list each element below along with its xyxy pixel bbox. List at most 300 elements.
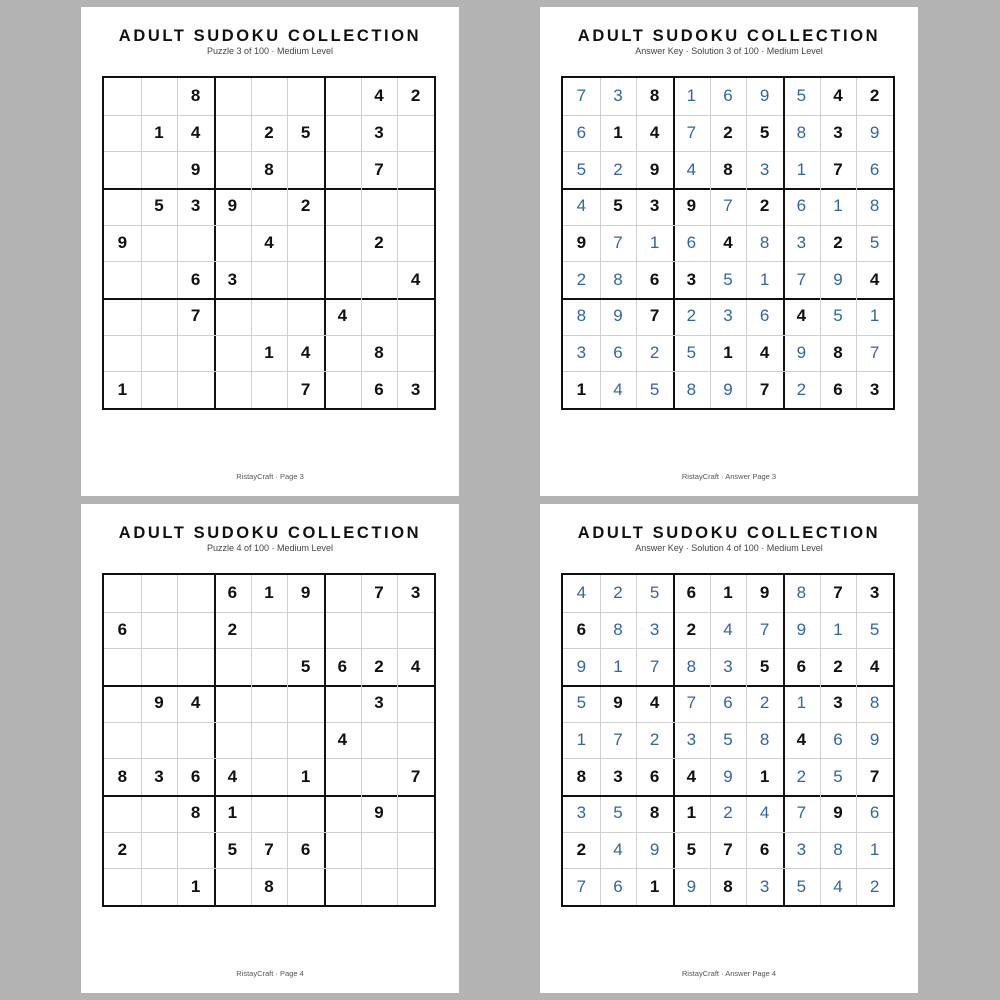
empty-cell bbox=[104, 575, 141, 612]
empty-cell bbox=[104, 188, 141, 225]
given-digit: 3 bbox=[410, 379, 421, 399]
solution-digit: 4 bbox=[833, 876, 843, 896]
given-digit: 7 bbox=[723, 839, 733, 859]
empty-cell bbox=[324, 685, 361, 722]
given-digit: 8 bbox=[374, 342, 384, 362]
empty-cell bbox=[214, 225, 251, 262]
solution-digit: 6 bbox=[576, 122, 587, 142]
empty-cell bbox=[104, 151, 141, 188]
solution-digit: 5 bbox=[796, 876, 807, 896]
empty-cell bbox=[214, 298, 251, 335]
given-digit: 4 bbox=[410, 269, 421, 289]
empty-cell bbox=[177, 371, 214, 408]
solution-digit: 1 bbox=[613, 656, 623, 676]
solution-digit: 5 bbox=[686, 342, 697, 362]
given-digit: 9 bbox=[300, 583, 311, 603]
solution-digit: 7 bbox=[613, 232, 623, 252]
solution-digit: 2 bbox=[649, 729, 660, 749]
given-digit: 3 bbox=[410, 583, 421, 603]
solution-digit: 2 bbox=[686, 306, 697, 326]
given-digit: 6 bbox=[686, 583, 697, 603]
solution-digit: 5 bbox=[796, 86, 807, 106]
empty-cell bbox=[104, 722, 141, 759]
given-digit: 3 bbox=[613, 766, 623, 786]
given-digit: 2 bbox=[833, 232, 843, 252]
answer-page-3 bbox=[540, 7, 918, 496]
given-digit: 2 bbox=[723, 122, 733, 142]
given-digit: 7 bbox=[410, 766, 421, 786]
empty-cell bbox=[177, 648, 214, 685]
given-digit: 5 bbox=[759, 656, 770, 676]
page-subtitle: Puzzle 3 of 100 · Medium Level bbox=[206, 46, 334, 56]
given-digit: 6 bbox=[300, 839, 311, 859]
given-digit: 4 bbox=[300, 342, 311, 362]
solution-digit: 7 bbox=[686, 122, 697, 142]
empty-cell bbox=[141, 151, 178, 188]
empty-cell bbox=[214, 685, 251, 722]
given-digit: 7 bbox=[374, 583, 384, 603]
given-digit: 2 bbox=[410, 86, 421, 106]
page-subtitle: Answer Key · Solution 3 of 100 · Medium Level bbox=[635, 46, 823, 56]
given-digit: 9 bbox=[759, 583, 770, 603]
solution-digit: 4 bbox=[576, 583, 587, 603]
solution-digit: 7 bbox=[576, 876, 587, 896]
solution-digit: 8 bbox=[576, 306, 587, 326]
empty-cell bbox=[287, 612, 324, 649]
solution-digit: 8 bbox=[833, 839, 843, 859]
given-digit: 4 bbox=[649, 122, 660, 142]
given-digit: 6 bbox=[337, 656, 348, 676]
solution-digit: 1 bbox=[759, 269, 770, 289]
solution-digit: 1 bbox=[649, 232, 660, 252]
given-digit: 8 bbox=[264, 876, 274, 896]
solution-digit: 5 bbox=[613, 803, 623, 823]
empty-cell bbox=[361, 188, 398, 225]
page-footer: RistayCraft · Page 4 bbox=[236, 969, 304, 978]
empty-cell bbox=[324, 832, 361, 869]
solution-digit: 6 bbox=[796, 196, 807, 216]
given-digit: 4 bbox=[190, 122, 201, 142]
given-digit: 9 bbox=[613, 693, 623, 713]
empty-cell bbox=[287, 151, 324, 188]
empty-cell bbox=[287, 298, 324, 335]
page-subtitle: Puzzle 4 of 100 · Medium Level bbox=[206, 543, 334, 553]
solution-digit: 3 bbox=[649, 619, 660, 639]
given-digit: 6 bbox=[190, 766, 201, 786]
solution-digit: 3 bbox=[759, 876, 770, 896]
empty-cell bbox=[324, 868, 361, 905]
solution-digit: 2 bbox=[613, 159, 623, 179]
empty-cell bbox=[324, 188, 361, 225]
solution-digit: 6 bbox=[723, 693, 733, 713]
empty-cell bbox=[324, 78, 361, 115]
given-digit: 5 bbox=[154, 196, 164, 216]
given-digit: 2 bbox=[300, 196, 311, 216]
solution-digit: 1 bbox=[576, 729, 587, 749]
solution-digit: 8 bbox=[686, 656, 697, 676]
solution-digit: 5 bbox=[576, 159, 587, 179]
given-digit: 5 bbox=[227, 839, 238, 859]
given-digit: 1 bbox=[190, 876, 201, 896]
solution-digit: 3 bbox=[576, 342, 587, 362]
given-digit: 3 bbox=[190, 196, 201, 216]
empty-cell bbox=[361, 261, 398, 298]
solution-digit: 9 bbox=[686, 876, 697, 896]
given-digit: 8 bbox=[723, 159, 733, 179]
empty-cell bbox=[141, 298, 178, 335]
page-title: ADULT SUDOKU COLLECTION bbox=[577, 27, 881, 45]
solution-digit: 9 bbox=[576, 656, 587, 676]
empty-cell bbox=[361, 612, 398, 649]
solution-digit: 5 bbox=[833, 306, 843, 326]
empty-cell bbox=[177, 832, 214, 869]
solution-digit: 6 bbox=[613, 342, 623, 362]
given-digit: 4 bbox=[723, 232, 733, 252]
given-digit: 1 bbox=[300, 766, 311, 786]
empty-cell bbox=[141, 371, 178, 408]
solution-digit: 8 bbox=[759, 729, 770, 749]
given-digit: 1 bbox=[686, 803, 697, 823]
solution-digit: 7 bbox=[759, 619, 770, 639]
given-digit: 9 bbox=[649, 159, 660, 179]
empty-cell bbox=[324, 115, 361, 152]
given-digit: 3 bbox=[686, 269, 697, 289]
sudoku-grid bbox=[561, 76, 895, 410]
solution-digit: 3 bbox=[759, 159, 770, 179]
puzzle-page-4 bbox=[81, 504, 459, 993]
given-digit: 8 bbox=[264, 159, 274, 179]
solution-digit: 9 bbox=[796, 342, 807, 362]
given-digit: 4 bbox=[869, 269, 880, 289]
empty-cell bbox=[324, 795, 361, 832]
solution-digit: 6 bbox=[759, 306, 770, 326]
given-digit: 2 bbox=[686, 619, 697, 639]
given-digit: 4 bbox=[190, 693, 201, 713]
solution-digit: 9 bbox=[723, 766, 733, 786]
empty-cell bbox=[104, 685, 141, 722]
given-digit: 2 bbox=[869, 86, 880, 106]
given-digit: 1 bbox=[264, 583, 274, 603]
given-digit: 1 bbox=[649, 876, 660, 896]
given-digit: 6 bbox=[190, 269, 201, 289]
given-digit: 2 bbox=[374, 232, 384, 252]
solution-digit: 4 bbox=[576, 196, 587, 216]
empty-cell bbox=[104, 795, 141, 832]
given-digit: 3 bbox=[154, 766, 164, 786]
given-digit: 9 bbox=[117, 232, 128, 252]
empty-cell bbox=[104, 335, 141, 372]
solution-digit: 7 bbox=[613, 729, 623, 749]
solution-digit: 5 bbox=[869, 232, 880, 252]
empty-cell bbox=[104, 78, 141, 115]
empty-cell bbox=[361, 868, 398, 905]
given-digit: 9 bbox=[686, 196, 697, 216]
given-digit: 7 bbox=[264, 839, 274, 859]
given-digit: 9 bbox=[227, 196, 238, 216]
empty-cell bbox=[251, 298, 288, 335]
empty-cell bbox=[397, 685, 434, 722]
solution-digit: 2 bbox=[759, 693, 770, 713]
answer-page-4 bbox=[540, 504, 918, 993]
given-digit: 6 bbox=[576, 619, 587, 639]
solution-digit: 5 bbox=[649, 583, 660, 603]
empty-cell bbox=[177, 575, 214, 612]
solution-digit: 9 bbox=[723, 379, 733, 399]
solution-digit: 7 bbox=[686, 693, 697, 713]
empty-cell bbox=[287, 78, 324, 115]
given-digit: 1 bbox=[613, 122, 623, 142]
solution-digit: 1 bbox=[796, 159, 807, 179]
solution-digit: 7 bbox=[869, 342, 880, 362]
solution-digit: 4 bbox=[613, 379, 623, 399]
given-digit: 4 bbox=[686, 766, 697, 786]
given-digit: 3 bbox=[649, 196, 660, 216]
empty-cell bbox=[251, 795, 288, 832]
given-digit: 1 bbox=[759, 766, 770, 786]
given-digit: 1 bbox=[723, 583, 733, 603]
given-digit: 6 bbox=[833, 379, 843, 399]
given-digit: 1 bbox=[154, 122, 164, 142]
sudoku-grid bbox=[102, 76, 436, 410]
solution-digit: 1 bbox=[869, 839, 880, 859]
given-digit: 4 bbox=[649, 693, 660, 713]
solution-digit: 4 bbox=[723, 619, 733, 639]
given-digit: 6 bbox=[227, 583, 238, 603]
solution-digit: 6 bbox=[869, 803, 880, 823]
given-digit: 3 bbox=[227, 269, 238, 289]
empty-cell bbox=[287, 722, 324, 759]
empty-cell bbox=[361, 832, 398, 869]
empty-cell bbox=[397, 188, 434, 225]
solution-digit: 8 bbox=[869, 693, 880, 713]
empty-cell bbox=[141, 261, 178, 298]
empty-cell bbox=[287, 225, 324, 262]
given-digit: 4 bbox=[227, 766, 238, 786]
empty-cell bbox=[104, 261, 141, 298]
given-digit: 2 bbox=[576, 839, 587, 859]
solution-digit: 6 bbox=[723, 86, 733, 106]
empty-cell bbox=[324, 151, 361, 188]
empty-cell bbox=[214, 371, 251, 408]
empty-cell bbox=[324, 371, 361, 408]
given-digit: 8 bbox=[723, 876, 733, 896]
given-digit: 4 bbox=[759, 342, 770, 362]
empty-cell bbox=[251, 188, 288, 225]
solution-digit: 3 bbox=[686, 729, 697, 749]
empty-cell bbox=[104, 648, 141, 685]
given-digit: 5 bbox=[759, 122, 770, 142]
given-digit: 4 bbox=[337, 306, 348, 326]
given-digit: 9 bbox=[833, 803, 843, 823]
given-digit: 5 bbox=[613, 196, 623, 216]
empty-cell bbox=[141, 78, 178, 115]
solution-digit: 9 bbox=[869, 729, 880, 749]
sudoku-grid bbox=[561, 573, 895, 907]
empty-cell bbox=[251, 685, 288, 722]
given-digit: 7 bbox=[869, 766, 880, 786]
given-digit: 2 bbox=[117, 839, 128, 859]
empty-cell bbox=[397, 868, 434, 905]
empty-cell bbox=[287, 685, 324, 722]
given-digit: 2 bbox=[833, 656, 843, 676]
given-digit: 4 bbox=[337, 729, 348, 749]
given-digit: 4 bbox=[410, 656, 421, 676]
empty-cell bbox=[397, 832, 434, 869]
page-footer: RistayCraft · Page 3 bbox=[236, 472, 304, 481]
solution-digit: 5 bbox=[649, 379, 660, 399]
page-title: ADULT SUDOKU COLLECTION bbox=[577, 524, 881, 542]
given-digit: 7 bbox=[833, 159, 843, 179]
given-digit: 4 bbox=[264, 232, 274, 252]
empty-cell bbox=[177, 612, 214, 649]
given-digit: 1 bbox=[117, 379, 128, 399]
solution-digit: 6 bbox=[869, 159, 880, 179]
solution-digit: 2 bbox=[796, 766, 807, 786]
empty-cell bbox=[287, 261, 324, 298]
empty-cell bbox=[397, 298, 434, 335]
page-title: ADULT SUDOKU COLLECTION bbox=[118, 27, 422, 45]
empty-cell bbox=[177, 225, 214, 262]
solution-digit: 7 bbox=[796, 269, 807, 289]
solution-digit: 2 bbox=[796, 379, 807, 399]
given-digit: 9 bbox=[190, 159, 201, 179]
empty-cell bbox=[104, 868, 141, 905]
empty-cell bbox=[251, 612, 288, 649]
given-digit: 6 bbox=[759, 839, 770, 859]
empty-cell bbox=[141, 225, 178, 262]
given-digit: 3 bbox=[869, 583, 880, 603]
solution-digit: 7 bbox=[649, 656, 660, 676]
puzzle-page-3 bbox=[81, 7, 459, 496]
solution-digit: 7 bbox=[796, 803, 807, 823]
given-digit: 4 bbox=[833, 86, 843, 106]
given-digit: 1 bbox=[723, 342, 733, 362]
given-digit: 7 bbox=[374, 159, 384, 179]
empty-cell bbox=[361, 722, 398, 759]
given-digit: 5 bbox=[686, 839, 697, 859]
empty-cell bbox=[177, 335, 214, 372]
empty-cell bbox=[251, 722, 288, 759]
page-title: ADULT SUDOKU COLLECTION bbox=[118, 524, 422, 542]
given-digit: 6 bbox=[649, 766, 660, 786]
empty-cell bbox=[251, 371, 288, 408]
empty-cell bbox=[287, 868, 324, 905]
empty-cell bbox=[251, 78, 288, 115]
given-digit: 8 bbox=[190, 803, 201, 823]
solution-digit: 5 bbox=[576, 693, 587, 713]
empty-cell bbox=[287, 795, 324, 832]
empty-cell bbox=[397, 115, 434, 152]
given-digit: 9 bbox=[154, 693, 164, 713]
given-digit: 1 bbox=[264, 342, 274, 362]
empty-cell bbox=[141, 335, 178, 372]
empty-cell bbox=[324, 575, 361, 612]
given-digit: 4 bbox=[869, 656, 880, 676]
solution-digit: 1 bbox=[833, 619, 843, 639]
given-digit: 3 bbox=[869, 379, 880, 399]
given-digit: 8 bbox=[190, 86, 201, 106]
given-digit: 8 bbox=[117, 766, 128, 786]
empty-cell bbox=[214, 722, 251, 759]
empty-cell bbox=[361, 758, 398, 795]
solution-digit: 1 bbox=[796, 693, 807, 713]
solution-digit: 6 bbox=[686, 232, 697, 252]
solution-digit: 3 bbox=[796, 232, 807, 252]
solution-digit: 8 bbox=[686, 379, 697, 399]
given-digit: 8 bbox=[649, 803, 660, 823]
solution-digit: 7 bbox=[576, 86, 587, 106]
solution-digit: 2 bbox=[613, 583, 623, 603]
given-digit: 7 bbox=[190, 306, 201, 326]
empty-cell bbox=[214, 648, 251, 685]
empty-cell bbox=[397, 335, 434, 372]
solution-digit: 6 bbox=[833, 729, 843, 749]
empty-cell bbox=[141, 575, 178, 612]
empty-cell bbox=[141, 795, 178, 832]
solution-digit: 1 bbox=[869, 306, 880, 326]
given-digit: 7 bbox=[300, 379, 311, 399]
given-digit: 4 bbox=[374, 86, 384, 106]
empty-cell bbox=[214, 868, 251, 905]
given-digit: 9 bbox=[374, 803, 384, 823]
given-digit: 7 bbox=[649, 306, 660, 326]
solution-digit: 8 bbox=[796, 122, 807, 142]
empty-cell bbox=[324, 261, 361, 298]
solution-digit: 3 bbox=[796, 839, 807, 859]
empty-cell bbox=[397, 795, 434, 832]
solution-digit: 2 bbox=[576, 269, 587, 289]
empty-cell bbox=[324, 335, 361, 372]
solution-digit: 2 bbox=[649, 342, 660, 362]
solution-digit: 9 bbox=[759, 86, 770, 106]
given-digit: 1 bbox=[227, 803, 238, 823]
solution-digit: 3 bbox=[613, 86, 623, 106]
solution-digit: 8 bbox=[796, 583, 807, 603]
solution-digit: 6 bbox=[613, 876, 623, 896]
empty-cell bbox=[141, 722, 178, 759]
given-digit: 8 bbox=[576, 766, 587, 786]
empty-cell bbox=[141, 868, 178, 905]
sudoku-grid bbox=[102, 573, 436, 907]
empty-cell bbox=[397, 722, 434, 759]
empty-cell bbox=[324, 612, 361, 649]
solution-digit: 2 bbox=[869, 876, 880, 896]
solution-digit: 9 bbox=[649, 839, 660, 859]
empty-cell bbox=[104, 298, 141, 335]
solution-digit: 5 bbox=[723, 269, 733, 289]
given-digit: 3 bbox=[833, 122, 843, 142]
given-digit: 6 bbox=[374, 379, 384, 399]
page-footer: RistayCraft · Answer Page 3 bbox=[681, 472, 777, 481]
given-digit: 8 bbox=[649, 86, 660, 106]
given-digit: 2 bbox=[759, 196, 770, 216]
solution-digit: 7 bbox=[723, 196, 733, 216]
empty-cell bbox=[324, 758, 361, 795]
empty-cell bbox=[214, 151, 251, 188]
given-digit: 7 bbox=[759, 379, 770, 399]
solution-digit: 3 bbox=[723, 306, 733, 326]
given-digit: 4 bbox=[796, 306, 807, 326]
given-digit: 3 bbox=[833, 693, 843, 713]
given-digit: 6 bbox=[649, 269, 660, 289]
solution-digit: 9 bbox=[613, 306, 623, 326]
solution-digit: 5 bbox=[869, 619, 880, 639]
empty-cell bbox=[214, 115, 251, 152]
solution-digit: 9 bbox=[869, 122, 880, 142]
empty-cell bbox=[141, 612, 178, 649]
given-digit: 2 bbox=[227, 619, 238, 639]
solution-digit: 5 bbox=[723, 729, 733, 749]
